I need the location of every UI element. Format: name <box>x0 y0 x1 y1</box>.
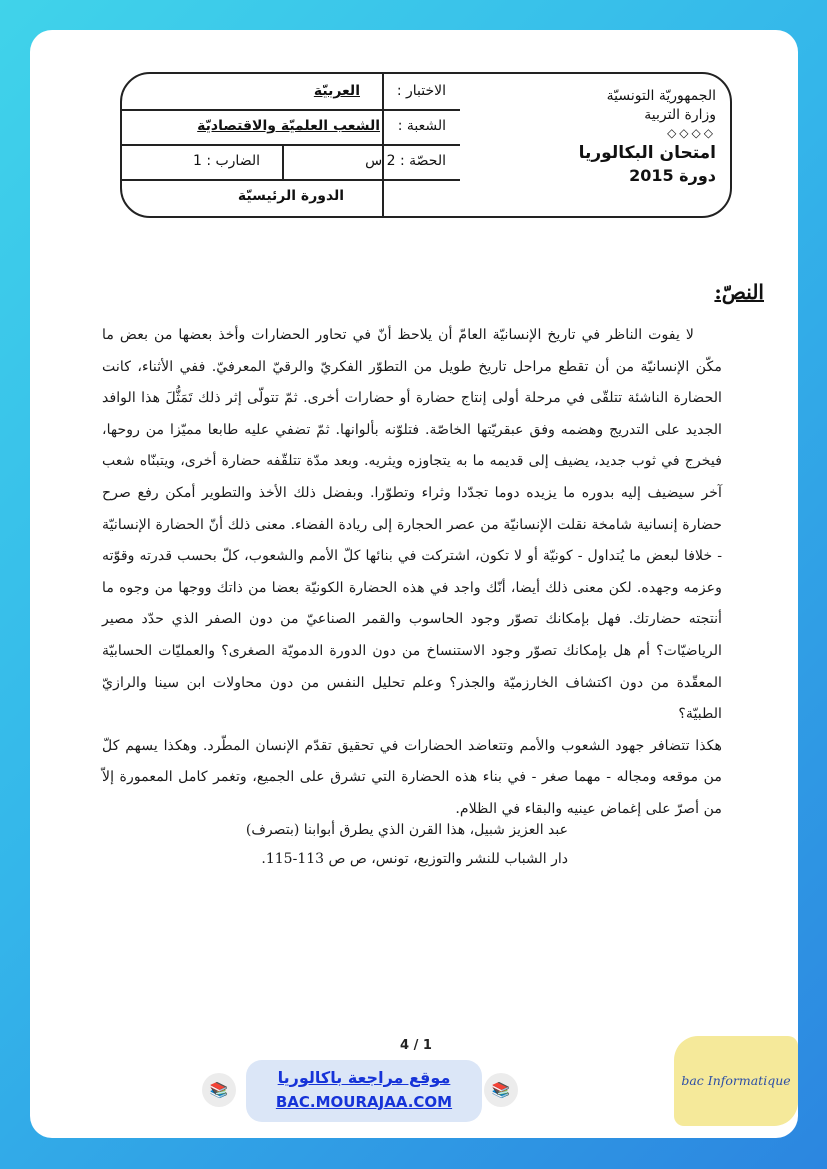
source-citation <box>246 816 568 874</box>
duration-divider <box>282 144 284 179</box>
subject-row <box>122 74 460 111</box>
header-exam-details <box>122 74 460 216</box>
source-publisher: دار الشباب للنشر والتوزيع، تونس، ص ص 113-115. <box>261 851 568 867</box>
book-logo-icon: 📚 <box>202 1073 236 1107</box>
branch-value: الشعب العلميّة والاقتصاديّة <box>197 118 380 134</box>
duration-row <box>122 144 460 181</box>
text-heading: النصّ: <box>714 280 764 304</box>
duration-label: الحصّة : 2 س <box>365 153 446 169</box>
branch-row <box>122 109 460 146</box>
exam-session: دورة 2015 <box>629 166 716 185</box>
ornament-diamonds-icon: ◇◇◇◇ <box>667 126 716 140</box>
exam-page <box>30 30 798 1138</box>
site-banner-link[interactable] <box>246 1060 482 1122</box>
paragraph-1: لا يفوت الناظر في تاريخ الإنسانيّة العامّ أن يلاحظ أنّ في تحاور الحضارات وأخذ بعضها من بعض ما مكّن الإنسانيّة من أن تقطع مراحل تاريخ طويل من التطوّر الفكريّ والرقيّ المعرفيّ. ففي الأثناء، كانت الحضارة الناشئة تتلقّى في مرحلة أولى إنتاج حضارة أو حضارات أخرى. ثمّ تتولّى إثر ذلك تَمَثُّلَ هذا الوافد الجديد على التدريج وهضمه وفق عبقريّتها الخاصّة. فتلوّنه بألوانها. ثمّ تضفي عليه طابعا مميّزا من روحها، فيخرج في ثوب جديد، يضيف إلى قديمه ما به يتجاوزه ويثريه. وبعد مدّة تتلقّفه حضارة أخرى، ويتبنّاه شعب آخر سيضيف إليه بدوره ما يزيده دوما تجدّدا وثراء وتطوّرا. وبفضل ذلك الأخذ والتطوير أمكن رفع صرح حضارة إنسانية شامخة نقلت الإنسانيّة من عصر الحجارة إلى ريادة الفضاء. معنى ذلك أنّ الحضارة الإنسانيّة - خلافا لبعض ما يُتداول - كونيّة أو لا تكون، اشتركت في بنائها كلّ الأمم والشعوب، كلّ بحسب قدرته وقوّته وعزمه وجهده. لكن معنى ذلك أيضا، أنّك واجد في هذه الحضارة الكونيّة بعضا من ذاتك ووجها من وجوه ما أنتجته حضارتك. فهل بإمكانك تصوّر وجود الحاسوب والقمر الصناعيّ من دون الصفر الذي حدّد مصير الرياضيّات؟ أم هل بإمكانك تصوّر وجود الاستنساخ من دون الدورة الدمويّة الصغرى؟ والعمليّات الحسابيّة المعقّدة من دون اكتشاف الخارزميّة والجذر؟ وعلم تحليل النفس من دون محاولات ابن سينا والرازيّ الطبيّة؟ <box>102 327 722 723</box>
session-type-row <box>122 179 460 214</box>
bac-informatique-badge: bac Informatique <box>674 1036 798 1126</box>
paragraph-2: هكذا تتضافر جهود الشعوب والأمم وتتعاضد الحضارات في تحقيق تقدّم الإنسان المطّرد. وهكذا يسهم كلّ من موقعه ومجاله - مهما صغر - في بناء هذه الحضارة التي تشرق على الجميع، وتغمر كامل المعمورة إلاّ من أصرّ على إغماض عينيه والبقاء في الظلام. <box>102 737 722 817</box>
source-author: عبد العزيز شبيل، هذا القرن الذي يطرق أبوابنا (بتصرف) <box>245 822 568 838</box>
subject-label: الاختبار : <box>396 83 446 99</box>
site-url-link[interactable]: BAC.MOURAJAA.COM <box>275 1093 453 1111</box>
session-type: الدورة الرئيسيّة <box>237 188 345 204</box>
site-name[interactable]: موقع مراجعة باكالوريا <box>277 1068 451 1087</box>
exam-title: امتحان البكالوريا <box>578 143 716 163</box>
ministry-label: وزارة التربية <box>644 107 716 123</box>
subject-value: العربيّة <box>313 83 360 99</box>
coefficient-label: الضارب : 1 <box>192 153 260 169</box>
republic-label: الجمهوريّة التونسيّة <box>606 88 716 104</box>
book-logo-icon: 📚 <box>484 1073 518 1107</box>
branch-label: الشعبة : <box>397 118 446 134</box>
exam-header <box>120 72 732 218</box>
text-body <box>102 320 722 826</box>
page-number: 4 / 1 <box>400 1038 432 1053</box>
